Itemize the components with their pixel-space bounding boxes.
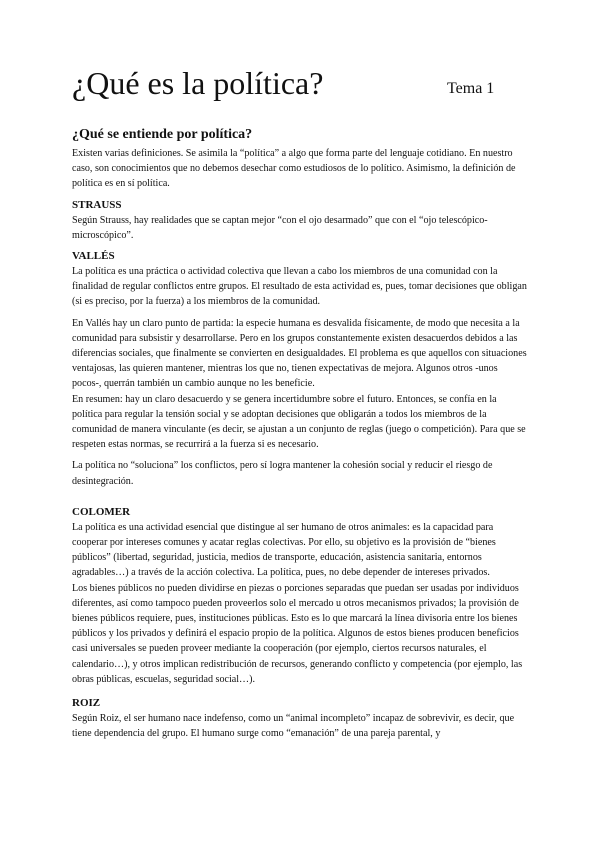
valles-paragraph-1: La política es una práctica o actividad colectiva que llevan a cabo los miembros de una comunidad con la finalidad de regular conflictos entre grupos. El resultado de esta actividad es, pues, tomar decisiones que obligan (si es preciso, por la fuerza) a los miembros de la comunidad.	[72, 266, 527, 308]
roiz-paragraph-1: Según Roiz, el ser humano nace indefenso, como un “animal incompleto” incapaz de sobrevivir, es decir, que tiene dependencia del grupo. El humano surge como “emanación” de una pareja parental, y	[72, 713, 515, 740]
colomer-paragraph-1: La política es una actividad esencial que distingue al ser humano de otros animales: es la capacidad para cooperar por intereses comunes y acatar reglas colectivas. Por ello, su objetivo es la provisión de “bienes públicos” (libertad, seguridad, justicia, medios de transporte, educación, asistencia sanitaria, entornos agradables…) a través de la acción colectiva. La política, pues, no debe depender de intereses privados.	[72, 521, 496, 579]
strauss-heading: STRAUSS	[72, 198, 122, 211]
colomer-heading: COLOMER	[72, 505, 131, 518]
roiz-heading: ROIZ	[72, 697, 101, 710]
page-title: ¿Qué es la política?	[72, 65, 324, 101]
valles-heading: VALLÉS	[72, 250, 115, 263]
topic-label: Tema 1	[447, 80, 495, 97]
intro-paragraph: Existen varias definiciones. Se asimila la “política” a algo que forma parte del lenguaje cotidiano. En nuestro caso, son conocimientos que no debemos desechar como estudiosos de lo político. Asimismo, la definición de política es en sí política.	[72, 148, 516, 190]
valles-paragraph-2: En Vallés hay un claro punto de partida: la especie humana es desvalida físicamente, de modo que necesita a la comunidad para subsistir y desarrollarse. Pero en los grupos constantemente existen desacuerdos debidos a las diferencias sociales, que finalmente se convierten en desigualdades. El problema es que aquellos con situaciones ventajosas, las quieren mantener, mientras los que no, tienen expectativas de mejora. Algunos otros -unos pocos-, querrán también un cambio aunque no les beneficie.	[72, 317, 527, 390]
valles-paragraph-3: En resumen: hay un claro desacuerdo y se genera incertidumbre sobre el futuro. Entonces, se confía en la política para regular la tensión social y se adoptan decisiones que obligarán a todos los miembros de la comunidad de manera vinculante (es decir, se ajustan a un conjunto de reglas (juego o competición). Para que se respeten estas normas, se recurrirá a la fuerza si es necesario.	[72, 393, 526, 451]
strauss-paragraph: Según Strauss, hay realidades que se captan mejor “con el ojo desarmado” que con el “ojo telescópico-microscópico”.	[72, 214, 488, 241]
document-body	[72, 126, 528, 742]
valles-paragraph-4: La política no “soluciona” los conflictos, pero sí logra mantener la cohesión social y reducir el riesgo de desintegración.	[72, 460, 493, 487]
intro-heading: ¿Qué se entiende por política?	[72, 127, 253, 142]
colomer-paragraph-2: Los bienes públicos no pueden dividirse en piezas o porciones separadas que puedan ser usadas por individuos diferentes, así como tampoco pueden proveerlos solo el mercado u otros mecanismos privados; la provisión de bienes públicos requiere, pues, instituciones públicas. Esto es lo que marcará la línea divisoria entre los bienes públicos y los privados y definirá el espacio propio de la política. Algunos de estos bienes producen beneficios casi universales se pueden proveer mediante la cooperación (por ejemplo, ciertos recursos naturales, el calendario…), y otros implican redistribución de recursos, generando conflicto y competencia (por ejemplo, las obras públicas, escuelas, seguridad social…).	[72, 582, 523, 685]
